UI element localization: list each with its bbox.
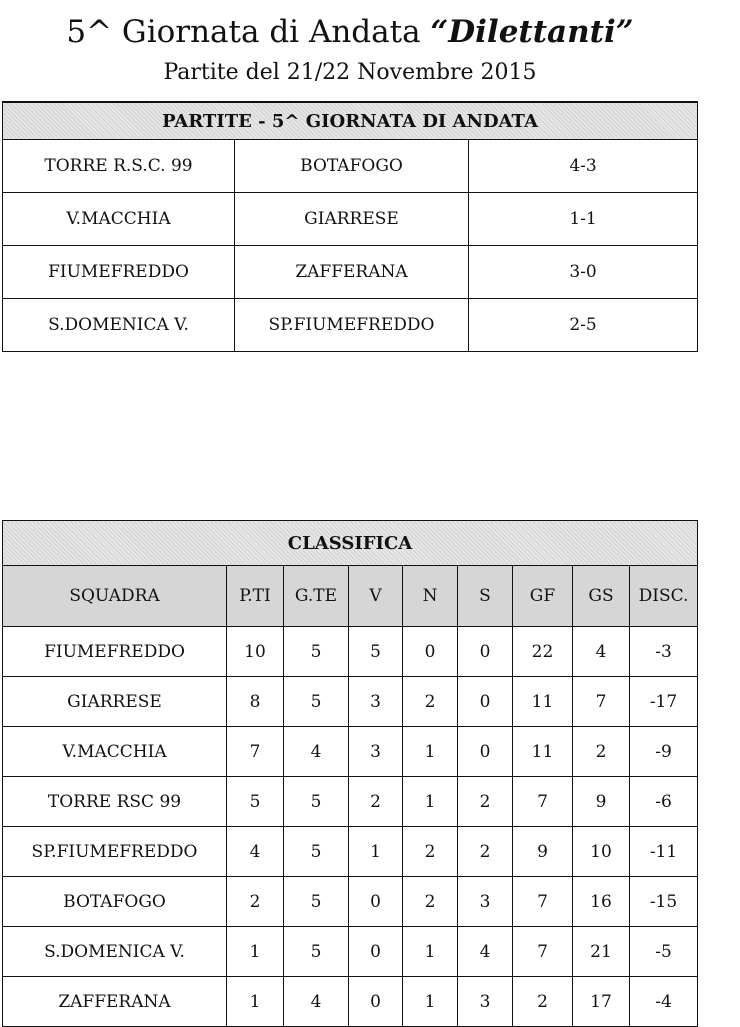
standings-goals-for: 11 xyxy=(513,677,573,727)
match-home: S.DOMENICA V. xyxy=(3,299,235,352)
standings-goals-against: 2 xyxy=(573,727,630,777)
standings-wins: 5 xyxy=(349,627,403,677)
standings-points: 1 xyxy=(227,927,284,977)
standings-row xyxy=(3,927,698,977)
standings-played: 5 xyxy=(284,627,349,677)
match-away: SP.FIUMEFREDDO xyxy=(235,299,469,352)
standings-played: 4 xyxy=(284,977,349,1027)
match-away: GIARRESE xyxy=(235,193,469,246)
standings-row xyxy=(3,777,698,827)
standings-discipline: -15 xyxy=(630,877,698,927)
standings-points: 8 xyxy=(227,677,284,727)
standings-discipline: -17 xyxy=(630,677,698,727)
standings-discipline: -11 xyxy=(630,827,698,877)
standings-points: 4 xyxy=(227,827,284,877)
page-subtitle: Partite del 21/22 Novembre 2015 xyxy=(163,60,537,85)
standings-goals-for: 9 xyxy=(513,827,573,877)
standings-losses: 2 xyxy=(458,827,513,877)
standings-goals-for: 7 xyxy=(513,777,573,827)
standings-team-name: S.DOMENICA V. xyxy=(3,927,227,977)
match-row xyxy=(3,299,698,352)
title-main: 5^ Giornata di Andata xyxy=(66,14,431,50)
standings-points: 2 xyxy=(227,877,284,927)
column-header: G.TE xyxy=(284,566,349,627)
standings-draws: 1 xyxy=(403,727,458,777)
column-header: S xyxy=(458,566,513,627)
standings-played: 5 xyxy=(284,827,349,877)
standings-row xyxy=(3,827,698,877)
standings-losses: 0 xyxy=(458,627,513,677)
standings-losses: 3 xyxy=(458,977,513,1027)
standings-discipline: -5 xyxy=(630,927,698,977)
standings-table xyxy=(2,520,698,1027)
title-category: “Dilettanti” xyxy=(430,14,634,50)
standings-discipline: -6 xyxy=(630,777,698,827)
column-header: DISC. xyxy=(630,566,698,627)
standings-points: 7 xyxy=(227,727,284,777)
standings-played: 5 xyxy=(284,877,349,927)
match-home: FIUMEFREDDO xyxy=(3,246,235,299)
standings-draws: 2 xyxy=(403,677,458,727)
standings-wins: 3 xyxy=(349,677,403,727)
standings-goals-against: 7 xyxy=(573,677,630,727)
standings-goals-for: 11 xyxy=(513,727,573,777)
standings-team-name: FIUMEFREDDO xyxy=(3,627,227,677)
standings-played: 5 xyxy=(284,777,349,827)
standings-draws: 0 xyxy=(403,627,458,677)
standings-draws: 2 xyxy=(403,877,458,927)
match-home: TORRE R.S.C. 99 xyxy=(3,140,235,193)
column-header: GS xyxy=(573,566,630,627)
standings-body xyxy=(3,627,698,1027)
standings-wins: 3 xyxy=(349,727,403,777)
standings-discipline: -9 xyxy=(630,727,698,777)
standings-goals-for: 2 xyxy=(513,977,573,1027)
standings-wins: 2 xyxy=(349,777,403,827)
standings-goals-for: 22 xyxy=(513,627,573,677)
standings-goals-for: 7 xyxy=(513,927,573,977)
standings-wins: 0 xyxy=(349,927,403,977)
match-score: 1-1 xyxy=(469,193,698,246)
page-title xyxy=(0,12,700,52)
standings-goals-against: 16 xyxy=(573,877,630,927)
standings-draws: 2 xyxy=(403,827,458,877)
standings-played: 4 xyxy=(284,727,349,777)
standings-points: 1 xyxy=(227,977,284,1027)
standings-discipline: -4 xyxy=(630,977,698,1027)
match-home: V.MACCHIA xyxy=(3,193,235,246)
standings-losses: 0 xyxy=(458,677,513,727)
column-header: SQUADRA xyxy=(3,566,227,627)
standings-heading: CLASSIFICA xyxy=(3,521,698,566)
match-away: BOTAFOGO xyxy=(235,140,469,193)
standings-team-name: GIARRESE xyxy=(3,677,227,727)
standings-team-name: ZAFFERANA xyxy=(3,977,227,1027)
standings-team-name: TORRE RSC 99 xyxy=(3,777,227,827)
standings-row xyxy=(3,727,698,777)
column-header: N xyxy=(403,566,458,627)
standings-wins: 1 xyxy=(349,827,403,877)
standings-goals-against: 4 xyxy=(573,627,630,677)
standings-points: 5 xyxy=(227,777,284,827)
match-row xyxy=(3,140,698,193)
standings-team-name: BOTAFOGO xyxy=(3,877,227,927)
standings-row xyxy=(3,677,698,727)
standings-team-name: V.MACCHIA xyxy=(3,727,227,777)
match-score: 4-3 xyxy=(469,140,698,193)
standings-goals-against: 21 xyxy=(573,927,630,977)
standings-played: 5 xyxy=(284,927,349,977)
standings-row xyxy=(3,877,698,927)
matches-table xyxy=(2,101,698,352)
standings-losses: 3 xyxy=(458,877,513,927)
standings-draws: 1 xyxy=(403,977,458,1027)
column-header: GF xyxy=(513,566,573,627)
standings-goals-against: 9 xyxy=(573,777,630,827)
standings-team-name: SP.FIUMEFREDDO xyxy=(3,827,227,877)
match-score: 2-5 xyxy=(469,299,698,352)
standings-wins: 0 xyxy=(349,877,403,927)
column-header: P.TI xyxy=(227,566,284,627)
standings-losses: 0 xyxy=(458,727,513,777)
standings-points: 10 xyxy=(227,627,284,677)
standings-goals-for: 7 xyxy=(513,877,573,927)
standings-goals-against: 17 xyxy=(573,977,630,1027)
standings-wins: 0 xyxy=(349,977,403,1027)
column-header: V xyxy=(349,566,403,627)
match-row xyxy=(3,246,698,299)
standings-draws: 1 xyxy=(403,777,458,827)
standings-played: 5 xyxy=(284,677,349,727)
standings-draws: 1 xyxy=(403,927,458,977)
standings-discipline: -3 xyxy=(630,627,698,677)
standings-goals-against: 10 xyxy=(573,827,630,877)
standings-losses: 2 xyxy=(458,777,513,827)
match-row xyxy=(3,193,698,246)
matches-heading: PARTITE - 5^ GIORNATA DI ANDATA xyxy=(3,102,698,140)
standings-row xyxy=(3,627,698,677)
standings-losses: 4 xyxy=(458,927,513,977)
match-away: ZAFFERANA xyxy=(235,246,469,299)
match-score: 3-0 xyxy=(469,246,698,299)
standings-row xyxy=(3,977,698,1027)
